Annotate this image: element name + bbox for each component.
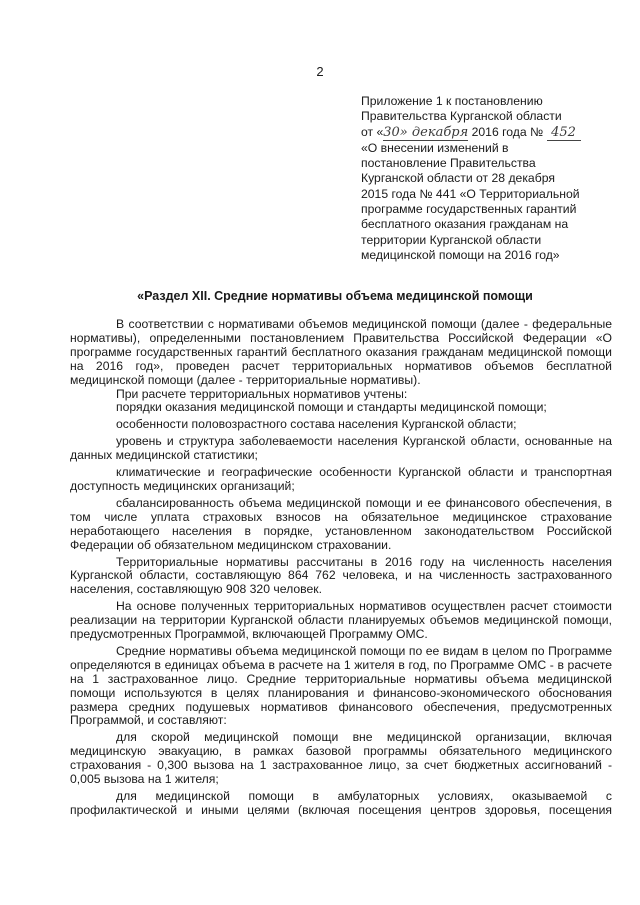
paragraph: для скорой медицинской помощи вне медицинской организации, включая медицинскую эвакуацию, в рамках базовой программы обязательного медицинского страхования - 0,300 вызова на 1 застрахованное лицо, за счет бюджетных ассигнований - 0,005 вызова на 1 жителя;	[70, 730, 612, 787]
paragraph: климатические и географические особенности Курганской области и транспортная доступность медицинских организаций;	[70, 465, 612, 493]
appendix-line: Курганской области от 28 декабря	[361, 171, 555, 186]
appendix-line: «О внесении изменений в	[361, 140, 509, 155]
appendix-line: медицинской помощи на 2016 год»	[361, 247, 560, 262]
appendix-line: Правительства Курганской области	[361, 109, 562, 124]
handwritten-date: 30» декабря	[383, 124, 469, 140]
document-body	[70, 318, 612, 818]
date-prefix: от «	[361, 124, 384, 139]
paragraph: уровень и структура заболеваемости населения Курганской области, основанные на данных медицинской статистики;	[70, 434, 612, 463]
paragraph: В соответствии с нормативами объемов медицинской помощи (далее - федеральные нормативы), определенными постановлением Правительства Российской Федерации «О программе государственных гарантий бесплатного оказания гражданам медицинской помощи на 2016 год», проведен расчет территориальных нормативов объемов бесплатной медицинской помощи (далее - территориальные нормативы).	[70, 317, 612, 387]
handwritten-number: 452	[547, 125, 581, 141]
paragraph: порядки оказания медицинской помощи и стандарты медицинской помощи;	[116, 400, 547, 415]
date-suffix: 2016 года №	[468, 124, 547, 139]
appendix-line: бесплатного оказания гражданам на	[361, 217, 569, 232]
paragraph: При расчете территориальных нормативов учтены:	[116, 386, 408, 401]
paragraph: На основе полученных территориальных нормативов осуществлен расчет стоимости реализации на территории Курганской области планируемых объемов медицинской помощи, предусмотренных Программой, включающей Программу ОМС.	[70, 599, 612, 642]
paragraph: для медицинской помощи в амбулаторных условиях, оказываемой с профилактической и иными целями (включая посещения центров здоровья, посещения	[70, 789, 612, 817]
page-number: 2	[316, 64, 324, 79]
paragraph: сбалансированность объема медицинской помощи и ее финансового обеспечения, в том числе уплата страховых взносов на обязательное медицинское страхование неработающего населения в порядке, установленном законодательством Российской Федерации об обязательном медицинском страховании.	[70, 495, 612, 552]
paragraph: особенности половозрастного состава населения Курганской области;	[116, 417, 517, 432]
appendix-date-line	[361, 125, 611, 141]
appendix-header	[361, 94, 611, 263]
appendix-line: постановление Правительства	[361, 156, 536, 171]
appendix-line: территории Курганской области	[361, 232, 542, 247]
appendix-line: 2015 года № 441 «О Территориальной	[361, 186, 580, 201]
appendix-line: Приложение 1 к постановлению	[361, 94, 543, 108]
paragraph: Средние нормативы объема медицинской помощи по ее видам в целом по Программе определяются в единицах объема в расчете на 1 жителя в год, по Программе ОМС - в расчете на 1 застрахованное лицо. Средние территориальные нормативы объема медицинской помощи используются в целях планирования и финансово-экономического обоснования размера средних подушевых нормативов финансового обеспечения, предусмотренных Программой, и составляют:	[70, 643, 612, 728]
appendix-line: программе государственных гарантий	[361, 202, 577, 217]
paragraph: Территориальные нормативы рассчитаны в 2016 году на численность населения Курганской области, составляющую 864 762 человека, и на численность застрахованного населения, составляющую 908 320 человек.	[70, 554, 612, 597]
section-title: «Раздел XII. Средние нормативы объема медицинской помощи	[137, 289, 533, 303]
